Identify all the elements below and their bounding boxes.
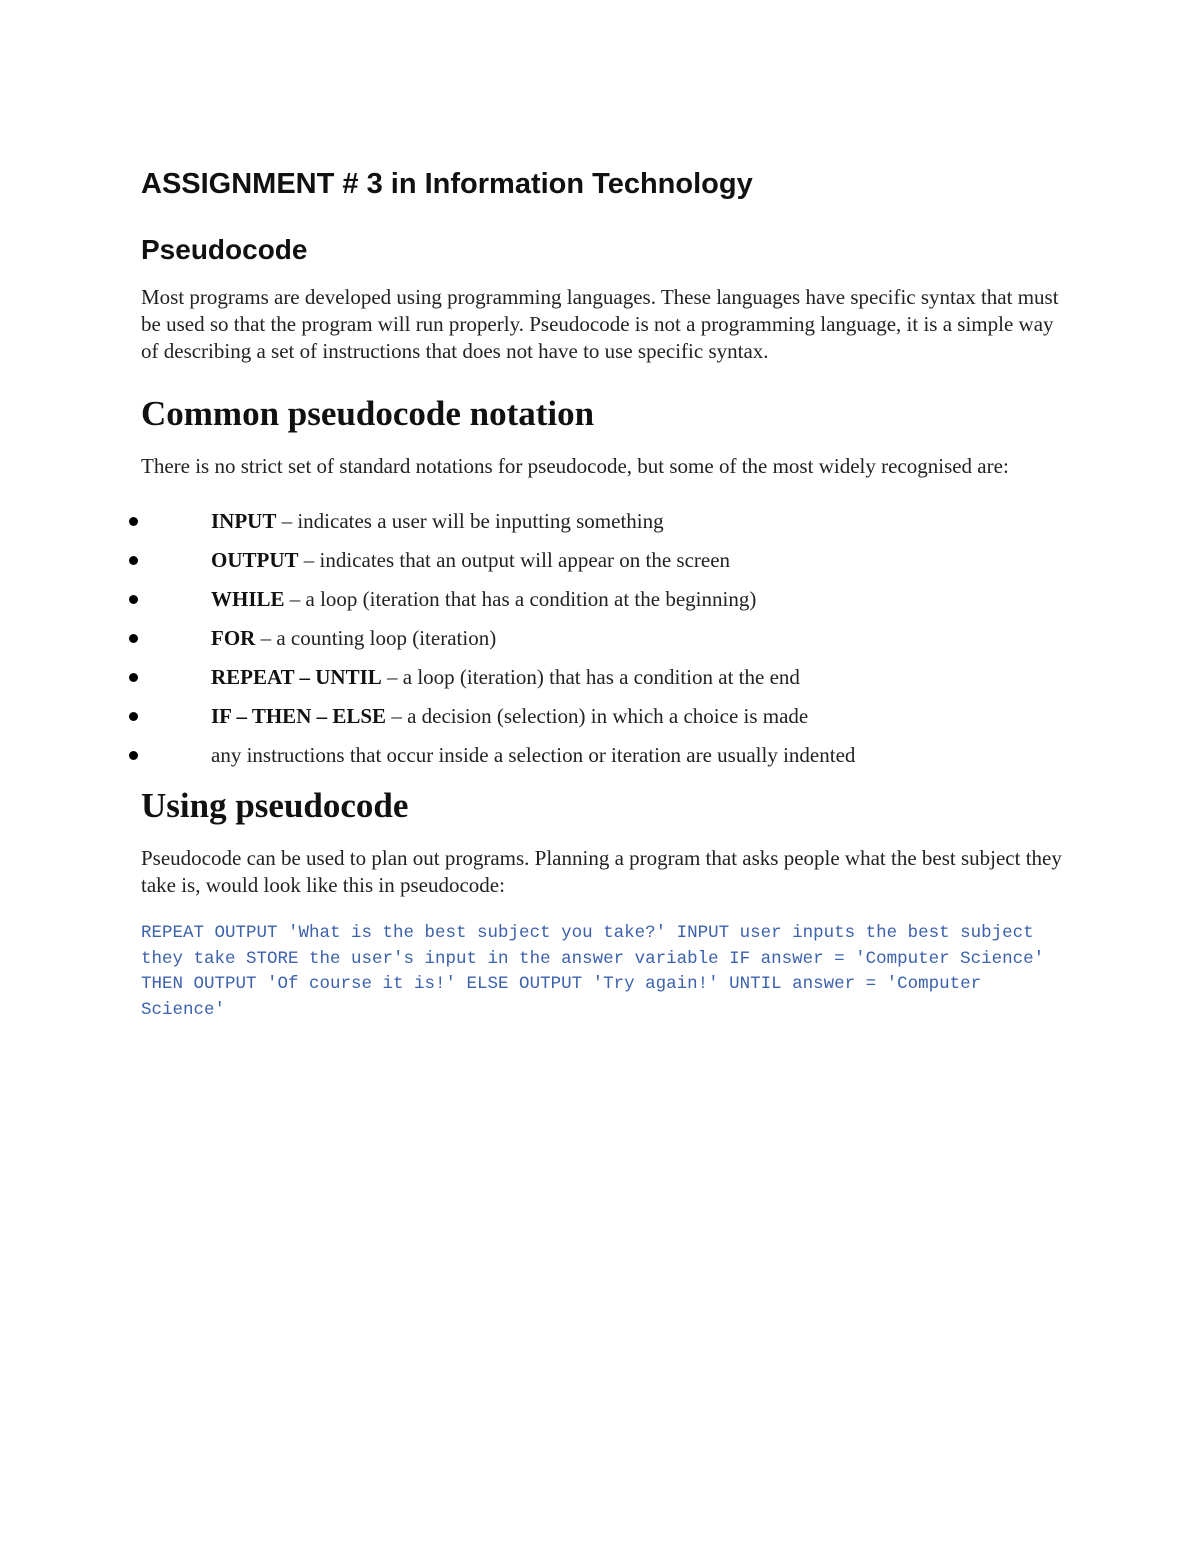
- notation-list: [141, 502, 1071, 775]
- notation-description: – a decision (selection) in which a choice is made: [386, 704, 809, 728]
- notation-description: – indicates a user will be inputting something: [276, 509, 664, 533]
- notation-keyword: FOR: [211, 626, 256, 650]
- list-item: [141, 619, 1071, 658]
- notation-description: – indicates that an output will appear on the screen: [298, 548, 731, 572]
- paragraph-using-intro: Pseudocode can be used to plan out programs. Planning a program that asks people what the best subject they take is, would look like this in pseudocode:: [141, 846, 1062, 897]
- list-item: [141, 658, 1071, 697]
- bullet-icon: [129, 712, 138, 721]
- document-title: ASSIGNMENT # 3 in Information Technology: [141, 168, 753, 200]
- notation-description: – a loop (iteration) that has a condition at the end: [381, 665, 800, 689]
- notation-keyword: WHILE: [211, 587, 285, 611]
- list-item: [141, 541, 1071, 580]
- bullet-icon: [129, 517, 138, 526]
- heading-common-notation: Common pseudocode notation: [141, 394, 595, 433]
- paragraph-notation-intro: There is no strict set of standard notations for pseudocode, but some of the most widely recognised are:: [141, 454, 1009, 478]
- notation-description: – a counting loop (iteration): [255, 626, 497, 650]
- notation-description: any instructions that occur inside a selection or iteration are usually indented: [211, 743, 856, 767]
- pseudocode-example: REPEAT OUTPUT 'What is the best subject you take?' INPUT user inputs the best subject they take STORE the user's input in the answer variable IF answer = 'Computer Science' THEN OUTPUT 'Of course it is!' ELSE OUTPUT 'Try again!' UNTIL answer = 'Computer Science': [141, 923, 1045, 1020]
- bullet-icon: [129, 556, 138, 565]
- heading-using-pseudocode: Using pseudocode: [141, 786, 409, 825]
- notation-keyword: REPEAT – UNTIL: [211, 665, 382, 689]
- bullet-icon: [129, 751, 138, 760]
- list-item: [141, 502, 1071, 541]
- bullet-icon: [129, 634, 138, 643]
- notation-description: – a loop (iteration that has a condition at the beginning): [284, 587, 757, 611]
- notation-keyword: OUTPUT: [211, 548, 299, 572]
- document-body: [141, 164, 1071, 1023]
- bullet-icon: [129, 595, 138, 604]
- paragraph-pseudocode-intro: Most programs are developed using programming languages. These languages have specific syntax that must be used so that the program will run properly. Pseudocode is not a programming language, it is a simple way of describing a set of instructions that does not have to use specific syntax.: [141, 285, 1059, 363]
- notation-keyword: INPUT: [211, 509, 277, 533]
- list-item: [141, 697, 1071, 736]
- list-item: [141, 736, 1071, 775]
- heading-pseudocode: Pseudocode: [141, 234, 308, 265]
- list-item: [141, 580, 1071, 619]
- bullet-icon: [129, 673, 138, 682]
- notation-keyword: IF – THEN – ELSE: [211, 704, 387, 728]
